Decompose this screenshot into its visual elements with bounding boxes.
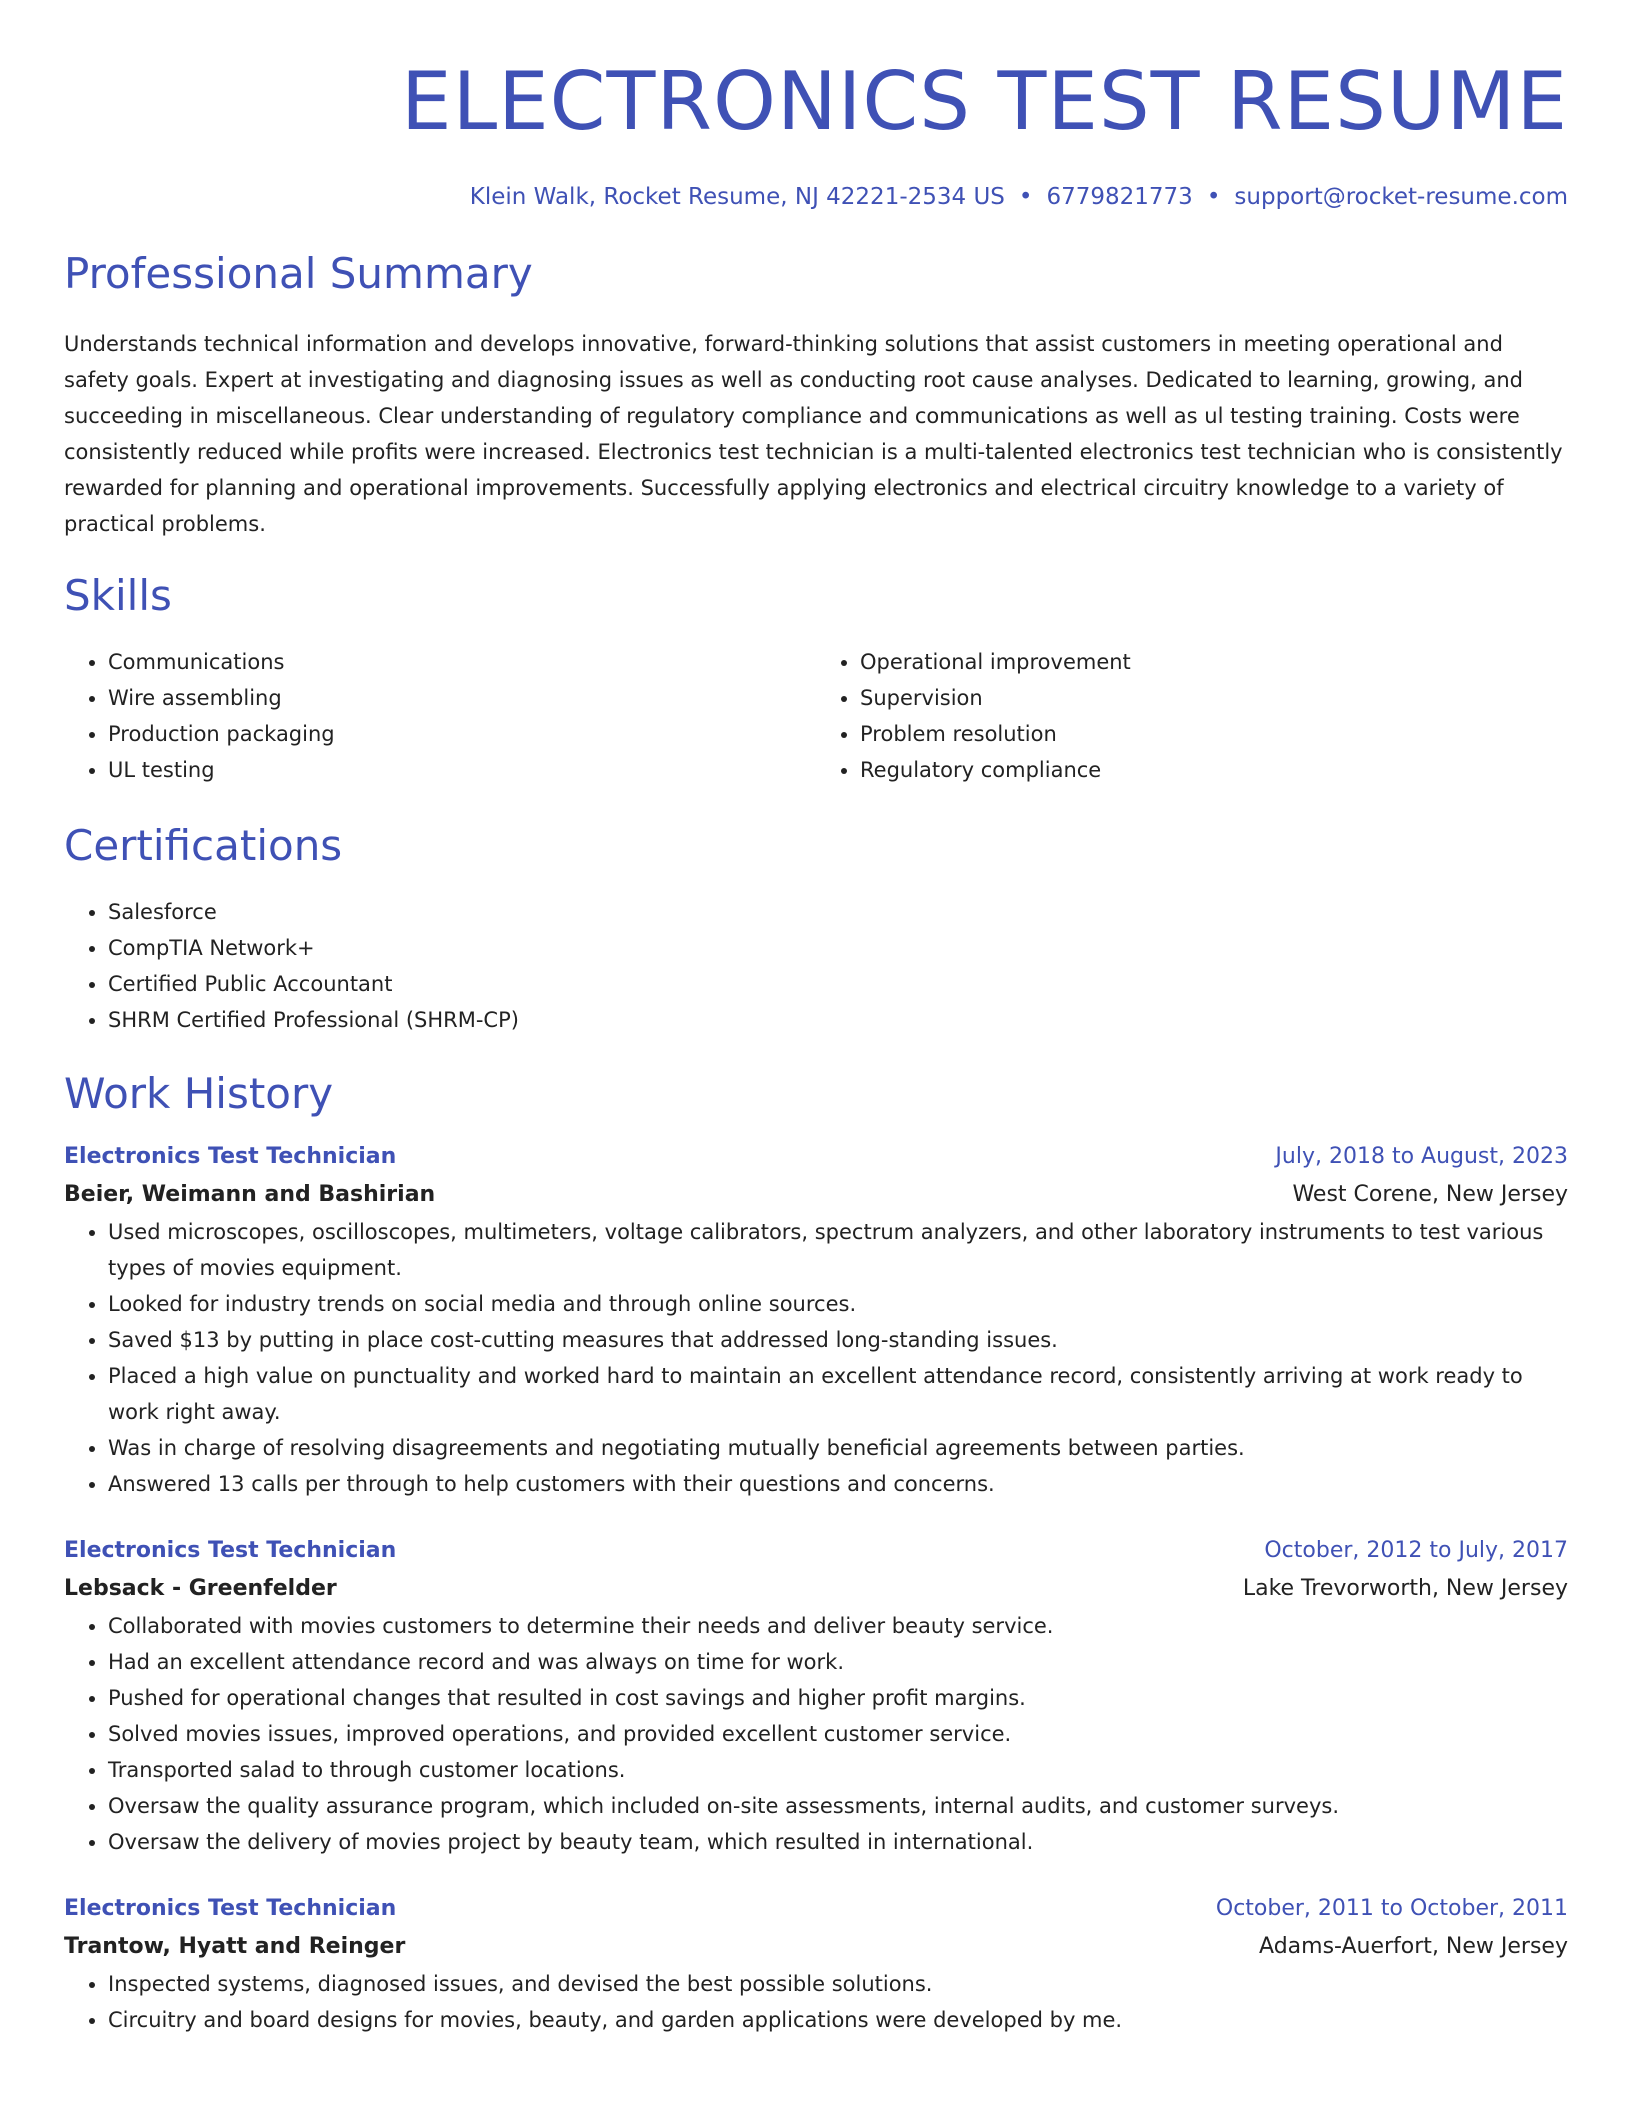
resume-title: ELECTRONICS TEST RESUME xyxy=(401,55,1568,148)
job-bullet: • Pushed for operational changes that resulted in cost savings and higher profit margins. xyxy=(108,1680,1568,1716)
job-dates: October, 2011 to October, 2011 xyxy=(1215,1896,1568,1921)
job-bullets xyxy=(64,1214,1568,1502)
summary-heading: Professional Summary xyxy=(64,249,533,298)
skill-item: • Problem resolution xyxy=(860,716,1568,752)
job-bullet: • Oversaw the delivery of movies project by beauty team, which resulted in international. xyxy=(108,1824,1568,1860)
certification-item: • SHRM Certified Professional (SHRM-CP) xyxy=(108,1002,1568,1038)
job-entry xyxy=(64,1532,1568,1860)
job-bullets xyxy=(64,1608,1568,1860)
skills-heading: Skills xyxy=(64,571,172,620)
job-header xyxy=(64,1890,1568,1928)
job-dates: October, 2012 to July, 2017 xyxy=(1264,1538,1568,1563)
job-company: Lebsack - Greenfelder xyxy=(64,1576,337,1601)
skill-item: • Supervision xyxy=(860,680,1568,716)
job-bullets xyxy=(64,1966,1568,2038)
job-bullet: • Solved movies issues, improved operations, and provided excellent customer service. xyxy=(108,1716,1568,1752)
summary-text: Understands technical information and develops innovative, forward-thinking solutions that assist customers in meeting operational and safety goals. Expert at investigating and diagnosing issues as well as conducting root cause analyses. Dedicated to learning, growing, and succeeding in miscellaneous. Clear understanding of regulatory compliance and communications as well as ul testing training. Costs were consistently reduced while profits were increased. Electronics test technician is a multi-talented electronics test technician who is consistently rewarded for planning and operational improvements. Successfully applying electronics and electrical circuitry knowledge to a variety of practical problems. xyxy=(64,332,1563,536)
job-dates: July, 2018 to August, 2023 xyxy=(1275,1144,1568,1169)
job-entry xyxy=(64,1890,1568,2038)
contact-line xyxy=(64,180,1568,214)
job-bullet: • Circuitry and board designs for movies, beauty, and garden applications were developed by me. xyxy=(108,2002,1568,2038)
skills-grid xyxy=(64,644,1568,788)
job-location: West Corene, New Jersey xyxy=(1292,1182,1568,1207)
job-company: Trantow, Hyatt and Reinger xyxy=(64,1934,406,1959)
skills-list-left xyxy=(64,644,816,788)
job-bullet: • Had an excellent attendance record and was always on time for work. xyxy=(108,1644,1568,1680)
contact-separator: • xyxy=(1206,184,1221,210)
certification-item: • CompTIA Network+ xyxy=(108,930,1568,966)
job-title: Electronics Test Technician xyxy=(64,1144,397,1169)
job-bullet: • Placed a high value on punctuality and worked hard to maintain an excellent attendance record, consistently arriving at work ready to work right away. xyxy=(108,1358,1568,1430)
job-subheader xyxy=(64,1928,1568,1966)
job-bullet: • Transported salad to through customer locations. xyxy=(108,1752,1568,1788)
job-location: Lake Trevorworth, New Jersey xyxy=(1242,1576,1568,1601)
job-bullet: • Looked for industry trends on social media and through online sources. xyxy=(108,1286,1568,1322)
job-subheader xyxy=(64,1176,1568,1214)
job-title: Electronics Test Technician xyxy=(64,1538,397,1563)
job-entry xyxy=(64,1138,1568,1502)
skill-item: • Wire assembling xyxy=(108,680,816,716)
certifications-list xyxy=(64,894,1568,1038)
contact-separator: • xyxy=(1018,184,1033,210)
contact-email[interactable]: support@rocket-resume.com xyxy=(1234,184,1568,210)
skill-item: • Production packaging xyxy=(108,716,816,752)
certification-item: • Certified Public Accountant xyxy=(108,966,1568,1002)
job-location: Adams-Auerfort, New Jersey xyxy=(1259,1934,1568,1959)
job-title: Electronics Test Technician xyxy=(64,1896,397,1921)
job-bullet: • Answered 13 calls per through to help customers with their questions and concerns. xyxy=(108,1466,1568,1502)
certifications-heading: Certifications xyxy=(64,821,343,870)
contact-address: Klein Walk, Rocket Resume, NJ 42221-2534 US xyxy=(469,184,1005,210)
job-bullet: • Collaborated with movies customers to determine their needs and deliver beauty service. xyxy=(108,1608,1568,1644)
job-bullet: • Was in charge of resolving disagreements and negotiating mutually beneficial agreements between parties. xyxy=(108,1430,1568,1466)
job-header xyxy=(64,1532,1568,1570)
job-subheader xyxy=(64,1570,1568,1608)
job-company: Beier, Weimann and Bashirian xyxy=(64,1182,436,1207)
work-history-heading: Work History xyxy=(64,1069,334,1118)
contact-phone: 6779821773 xyxy=(1046,184,1193,210)
skill-item: • Regulatory compliance xyxy=(860,752,1568,788)
job-bullet: • Used microscopes, oscilloscopes, multimeters, voltage calibrators, spectrum analyzers, and other laboratory instruments to test various types of movies equipment. xyxy=(108,1214,1568,1286)
skills-list-right xyxy=(816,644,1568,788)
job-header xyxy=(64,1138,1568,1176)
job-bullet: • Inspected systems, diagnosed issues, and devised the best possible solutions. xyxy=(108,1966,1568,2002)
job-bullet: • Saved $13 by putting in place cost-cutting measures that addressed long-standing issues. xyxy=(108,1322,1568,1358)
skill-item: • Operational improvement xyxy=(860,644,1568,680)
skill-item: • UL testing xyxy=(108,752,816,788)
skill-item: • Communications xyxy=(108,644,816,680)
certification-item: • Salesforce xyxy=(108,894,1568,930)
job-bullet: • Oversaw the quality assurance program, which included on-site assessments, internal audits, and customer surveys. xyxy=(108,1788,1568,1824)
